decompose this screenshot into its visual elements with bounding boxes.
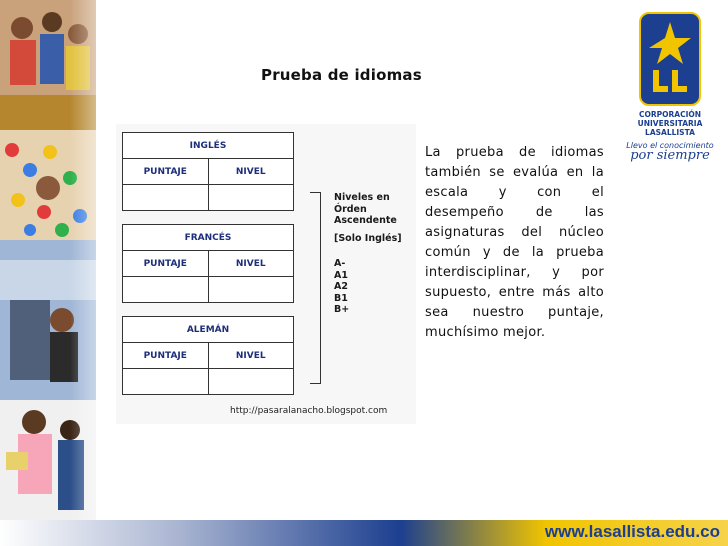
star-emblem-icon	[641, 14, 699, 104]
table-empty-row	[123, 185, 293, 210]
level-item: B1	[334, 292, 348, 304]
logo-badge	[639, 12, 701, 106]
logo-slogan	[620, 141, 720, 161]
footer-url: www.lasallista.edu.co	[544, 522, 720, 541]
header-puntaje: PUNTAJE	[143, 166, 187, 177]
logo-name-line: LASALLISTA	[645, 128, 695, 137]
level-item: B+	[334, 304, 350, 315]
slogan-line-1: Llevo el conocimiento	[626, 141, 714, 150]
header-puntaje: PUNTAJE	[143, 258, 187, 269]
empty-cell	[123, 369, 208, 394]
body-paragraph: La prueba de idiomas también se evalúa en la escala y con el desempeño de las asignaturas del núcleo común y de la prueba interdisciplinar, y por supuesto, entre más alto sea nuestro puntaje, muchísimo mejor.	[425, 145, 604, 340]
levels-note: [Solo Inglés]	[334, 232, 402, 244]
table-title: ALEMÁN	[123, 317, 293, 343]
logo-name	[620, 110, 720, 137]
table-empty-row	[123, 369, 293, 394]
header-nivel: NIVEL	[208, 251, 294, 276]
table-ingles	[122, 132, 294, 211]
logo-name-line: CORPORACIÓN	[638, 110, 702, 119]
empty-cell	[208, 277, 294, 302]
levels-bracket	[310, 192, 321, 384]
levels-heading-line: Órden	[334, 203, 367, 215]
empty-cell	[208, 369, 294, 394]
empty-cell	[123, 277, 208, 302]
table-header-row	[123, 251, 293, 277]
footer-bar	[0, 520, 728, 546]
empty-cell	[208, 185, 294, 210]
table-header-row	[123, 343, 293, 369]
slide-title: Prueba de idiomas	[261, 66, 422, 84]
header-nivel: NIVEL	[208, 159, 294, 184]
language-levels-figure	[116, 124, 416, 424]
table-aleman	[122, 316, 294, 395]
photo-strip	[0, 0, 96, 520]
empty-cell	[123, 185, 208, 210]
header-nivel: NIVEL	[208, 343, 294, 368]
logo-name-line: UNIVERSITARIA	[637, 119, 703, 128]
table-title: INGLÉS	[123, 133, 293, 159]
levels-list	[334, 192, 402, 316]
table-empty-row	[123, 277, 293, 302]
university-logo	[620, 8, 720, 161]
table-frances	[122, 224, 294, 303]
figure-source-url: http://pasaralanacho.blogspot.com	[230, 406, 388, 416]
photo-fade	[70, 0, 96, 520]
table-header-row	[123, 159, 293, 185]
levels-heading-line: Ascendente	[334, 215, 397, 226]
slogan-line-2: por siempre	[630, 148, 710, 163]
table-title: FRANCÉS	[123, 225, 293, 251]
level-item: A1	[334, 269, 348, 281]
header-puntaje: PUNTAJE	[143, 350, 187, 361]
level-item: A2	[334, 281, 348, 292]
levels-heading-line: Niveles en	[334, 192, 390, 203]
level-item: A-	[334, 258, 346, 269]
